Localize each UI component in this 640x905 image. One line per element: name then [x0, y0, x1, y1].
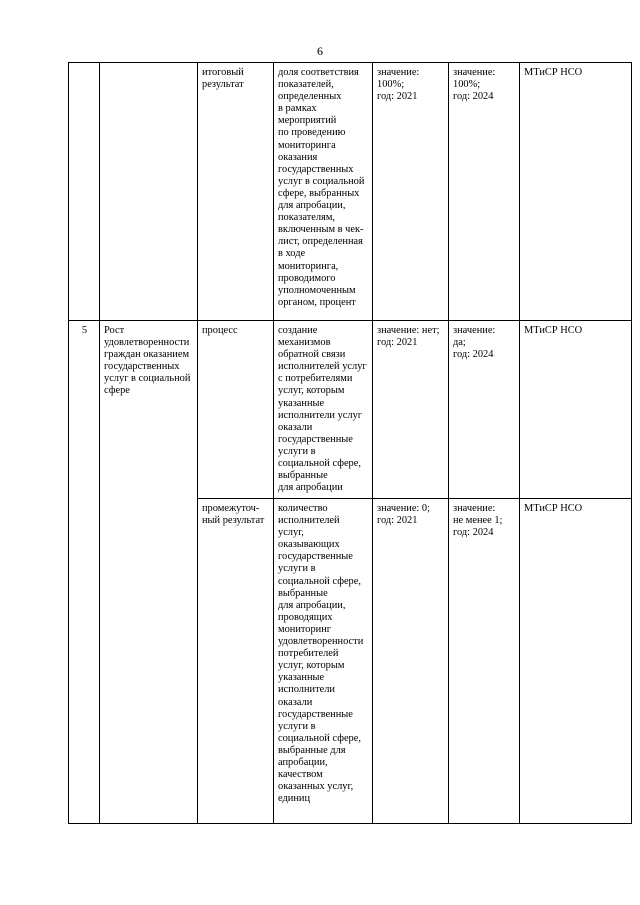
base-value-cell: значение: 100%; год: 2021 — [373, 63, 449, 321]
type-cell: итоговый результат — [198, 63, 274, 321]
base-value-cell: значение: 0; год: 2021 — [373, 499, 449, 824]
type-cell: процесс — [198, 321, 274, 499]
row-number-cell: 5 — [69, 321, 100, 824]
responsible-cell: МТиСР НСО — [520, 499, 632, 824]
target-value-cell: значение: да; год: 2024 — [449, 321, 520, 499]
type-cell: промежуточ- ный результат — [198, 499, 274, 824]
page-number: 6 — [317, 44, 323, 58]
responsible-cell: МТиСР НСО — [520, 63, 632, 321]
description-cell: создание механизмов обратной связи исполнителей услуг с потребителями услуг, которым указанные исполнители услуг оказали государственные услуги в социальной сфере, выбранные для апробации — [274, 321, 373, 499]
indicators-table — [68, 62, 632, 824]
responsible-cell: МТиСР НСО — [520, 321, 632, 499]
table-row — [69, 321, 632, 499]
description-cell: количество исполнителей услуг, оказывающих государственные услуги в социальной сфере, выбранные для апробации, проводящих мониторинг удовлетворенности потребителей услуг, которым указанные исполнители оказали государственные услуги в социальной сфере, выбранные для апробации, качеством оказанных услуг, единиц — [274, 499, 373, 824]
description-cell: доля соответствия показателей, определенных в рамках мероприятий по проведению мониторинга оказания государственных услуг в социальной сфере, выбранных для апробации, показателям, включенным в чек- лист, определенная в ходе мониторинга, проводимого уполномоченным органом, процент — [274, 63, 373, 321]
indicator-cell: Рост удовлетворенности граждан оказанием государственных услуг в социальной сфере — [100, 321, 198, 824]
target-value-cell: значение: не менее 1; год: 2024 — [449, 499, 520, 824]
indicator-cell — [100, 63, 198, 321]
table-row — [69, 63, 632, 321]
base-value-cell: значение: нет; год: 2021 — [373, 321, 449, 499]
row-number-cell — [69, 63, 100, 321]
target-value-cell: значение: 100%; год: 2024 — [449, 63, 520, 321]
